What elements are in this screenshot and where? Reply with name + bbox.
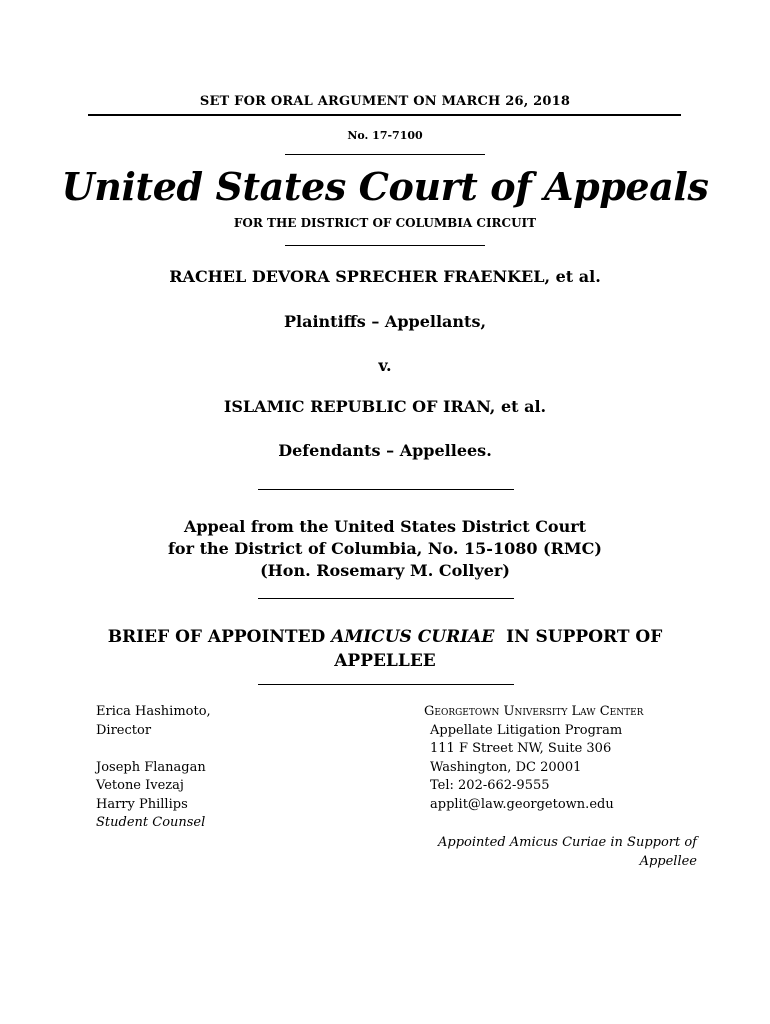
divider (285, 245, 485, 246)
versus: v. (378, 356, 392, 375)
defendants-name: ISLAMIC REPUBLIC OF IRAN, et al. (223, 397, 547, 416)
docket-number: No. 17-7100 (347, 129, 423, 142)
plaintiffs-role: Plaintiffs – Appellants, (283, 312, 487, 331)
program-name: Appellate Litigation Program (430, 722, 623, 738)
students-title: Student Counsel (96, 815, 206, 830)
student-name: Vetone Ivezaj (96, 778, 184, 793)
counsel-block (96, 703, 211, 833)
street-address: 111 F Street NW, Suite 306 (430, 741, 612, 756)
director-name: Erica Hashimoto, (96, 704, 211, 719)
circuit-name: FOR THE DISTRICT OF COLUMBIA CIRCUIT (233, 216, 537, 230)
defendants-role: Defendants – Appellees. (278, 441, 492, 460)
brief-amicus: AMICUS CURIAE (331, 627, 495, 647)
divider (258, 489, 514, 490)
plaintiffs-name: RACHEL DEVORA SPRECHER FRAENKEL, et al. (169, 267, 601, 286)
institution-name: Georgetown University Law Center (424, 704, 644, 719)
appeal-line: Appeal from the United States District Court (183, 517, 587, 536)
divider (258, 684, 514, 685)
appeal-line: (Hon. Rosemary M. Collyer) (260, 561, 510, 580)
divider (285, 154, 485, 155)
brief-prefix: BRIEF OF APPOINTED (107, 627, 332, 647)
appointed-line: Appellee (639, 853, 697, 869)
brief-title (0, 625, 770, 673)
student-name: Joseph Flanagan (96, 759, 206, 775)
oral-argument-notice: SET FOR ORAL ARGUMENT ON MARCH 26, 2018 (199, 94, 571, 109)
appointed-line: Appointed Amicus Curiae in Support of (438, 835, 697, 850)
brief-line2: APPELLEE (334, 651, 436, 671)
city-address: Washington, DC 20001 (430, 759, 582, 775)
court-title: United States Court of Appeals (61, 164, 709, 209)
brief-suffix: IN SUPPORT OF (494, 627, 663, 647)
institution-block (424, 703, 643, 814)
student-name: Harry Phillips (96, 796, 188, 812)
telephone: Tel: 202-662-9555 (430, 778, 550, 793)
divider (258, 598, 514, 599)
director-title: Director (96, 722, 152, 738)
header-rule (88, 114, 681, 116)
email: applit@law.georgetown.edu (430, 796, 614, 812)
appeal-line: for the District of Columbia, No. 15-1080 (RMC) (168, 539, 602, 558)
appointed-note (420, 834, 697, 871)
appeal-caption (0, 516, 770, 582)
